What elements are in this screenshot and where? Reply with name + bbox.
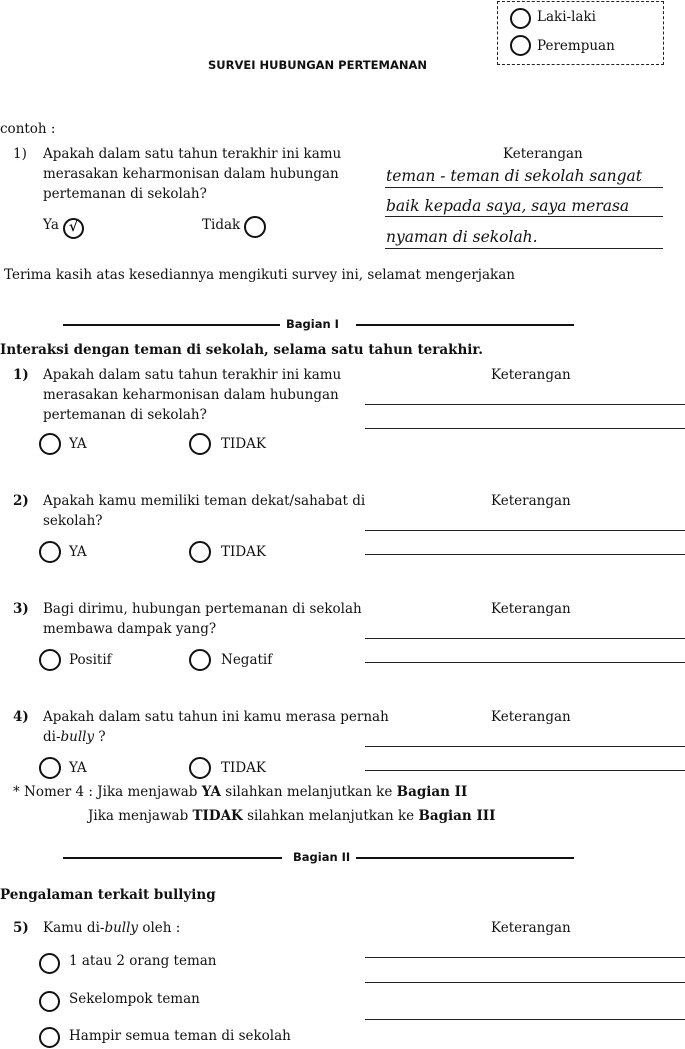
gender-female-radio[interactable] — [510, 35, 531, 56]
q4-keterangan-label: Keterangan — [491, 709, 571, 725]
q5-number: 5) — [13, 920, 29, 936]
q4-number: 4) — [13, 709, 29, 725]
section1-divider-left — [63, 324, 280, 326]
q5-question: Kamu di-bully oleh : — [43, 920, 181, 936]
example-answer-line-3 — [385, 248, 663, 249]
q2-keterangan-label: Keterangan — [491, 493, 571, 509]
section1-heading: Interaksi dengan teman di sekolah, selama satu tahun terakhir. — [0, 342, 484, 358]
q4-option-ya-radio[interactable] — [39, 757, 61, 779]
example-question: Apakah dalam satu tahun terakhir ini kamu merasakan keharmonisan dalam hubungan pertemanan di sekolah? — [43, 146, 342, 202]
example-keterangan-label: Keterangan — [503, 146, 583, 162]
q3-option-positif-radio[interactable] — [39, 649, 61, 671]
q1-option-ya-radio[interactable] — [39, 433, 61, 455]
section1-divider-right — [356, 324, 574, 326]
section2-heading: Pengalaman terkait bullying — [0, 887, 216, 903]
example-answer-line-1 — [385, 187, 663, 188]
example-handwritten-line-1: teman - teman di sekolah sangat — [386, 167, 642, 185]
q1-option-ya-label: YA — [69, 436, 87, 452]
section2-label: Bagian II — [293, 850, 351, 864]
example-yes-radio[interactable] — [63, 218, 84, 239]
q2-option-tidak-radio[interactable] — [189, 541, 211, 563]
example-handwritten-line-2: baik kepada saya, saya merasa — [386, 197, 630, 215]
q2-answer-line-1[interactable] — [365, 530, 685, 531]
q2-option-ya-radio[interactable] — [39, 541, 61, 563]
page-title: SURVEI HUBUNGAN PERTEMANAN — [208, 58, 427, 72]
q1-answer-line-1[interactable] — [365, 404, 685, 405]
note-line-1: * Nomer 4 : Jika menjawab YA silahkan melanjutkan ke Bagian II — [13, 784, 468, 800]
q5-answer-line-1[interactable] — [365, 957, 685, 958]
q2-answer-line-2[interactable] — [365, 554, 685, 555]
q1-keterangan-label: Keterangan — [491, 367, 571, 383]
q5-option-3-label: Hampir semua teman di sekolah — [69, 1028, 291, 1044]
q4-answer-line-2[interactable] — [365, 770, 685, 771]
q1-option-tidak-label: TIDAK — [221, 436, 266, 452]
q3-question: Bagi dirimu, hubungan pertemanan di sekolah membawa dampak yang? — [43, 601, 362, 637]
q1-number: 1) — [13, 367, 29, 383]
q3-answer-line-2[interactable] — [365, 662, 685, 663]
q1-option-tidak-radio[interactable] — [189, 433, 211, 455]
gender-box — [497, 1, 664, 65]
q4-option-tidak-label: TIDAK — [221, 760, 266, 776]
q2-option-tidak-label: TIDAK — [221, 544, 266, 560]
thanks-text: Terima kasih atas kesediannya mengikuti survey ini, selamat mengerjakan — [4, 267, 515, 283]
q5-keterangan-label: Keterangan — [491, 920, 571, 936]
q3-number: 3) — [13, 601, 29, 617]
q3-option-negatif-label: Negatif — [221, 652, 273, 668]
q4-question: Apakah dalam satu tahun ini kamu merasa pernah di-bully ? — [43, 709, 389, 745]
q5-option-3-radio[interactable] — [39, 1027, 60, 1048]
note-line-2: Jika menjawab TIDAK silahkan melanjutkan ke Bagian III — [88, 808, 496, 824]
example-handwritten-line-3: nyaman di sekolah. — [386, 228, 538, 246]
q4-option-ya-label: YA — [69, 760, 87, 776]
gender-male-radio[interactable] — [510, 8, 531, 29]
example-number: 1) — [13, 146, 27, 162]
q4-answer-line-1[interactable] — [365, 746, 685, 747]
q5-answer-line-2[interactable] — [365, 982, 685, 983]
q1-question: Apakah dalam satu tahun terakhir ini kamu merasakan keharmonisan dalam hubungan pertemanan di sekolah? — [43, 367, 342, 423]
section2-divider-left — [63, 857, 282, 859]
example-yes-label: Ya — [43, 217, 59, 233]
q2-number: 2) — [13, 493, 29, 509]
example-no-label: Tidak — [202, 217, 241, 233]
q4-option-tidak-radio[interactable] — [189, 757, 211, 779]
q3-option-negatif-radio[interactable] — [189, 649, 211, 671]
q2-option-ya-label: YA — [69, 544, 87, 560]
section2-divider-right — [356, 857, 574, 859]
section1-label: Bagian I — [286, 317, 339, 331]
check-mark-icon: √ — [68, 219, 79, 235]
example-no-radio[interactable] — [244, 216, 266, 238]
q2-question: Apakah kamu memiliki teman dekat/sahabat di sekolah? — [43, 493, 366, 529]
example-label: contoh : — [0, 121, 56, 137]
q3-answer-line-1[interactable] — [365, 638, 685, 639]
q1-answer-line-2[interactable] — [365, 428, 685, 429]
gender-male-label: Laki-laki — [537, 9, 596, 25]
gender-female-label: Perempuan — [537, 38, 615, 54]
q5-option-2-radio[interactable] — [39, 991, 60, 1012]
q5-option-1-label: 1 atau 2 orang teman — [69, 953, 217, 969]
q3-keterangan-label: Keterangan — [491, 601, 571, 617]
q5-option-1-radio[interactable] — [39, 953, 60, 974]
example-answer-line-2 — [385, 216, 663, 217]
q5-option-2-label: Sekelompok teman — [69, 991, 200, 1007]
q3-option-positif-label: Positif — [69, 652, 112, 668]
q5-answer-line-3[interactable] — [365, 1019, 685, 1020]
